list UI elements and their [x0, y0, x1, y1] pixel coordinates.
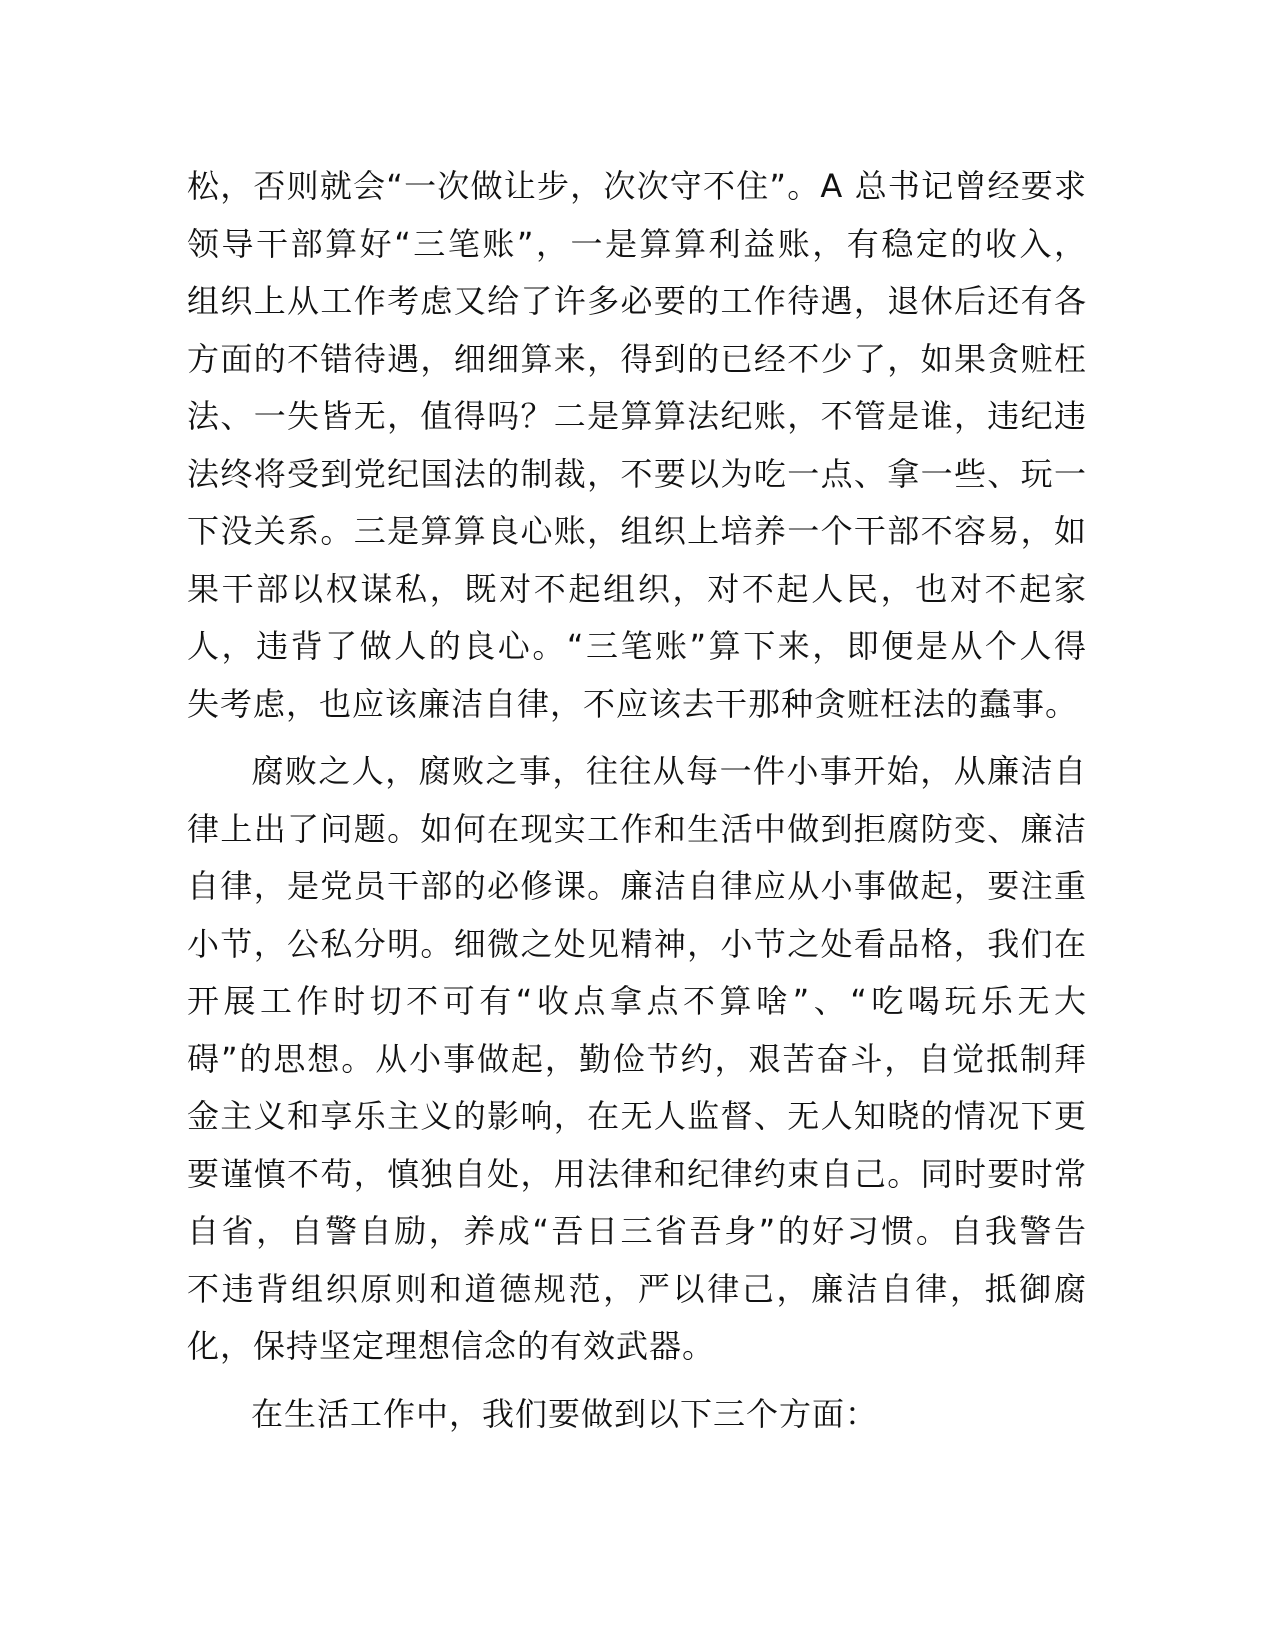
text-line: 金主义和享乐主义的影响，在无人监督、无人知晓的情况下更 — [187, 1097, 1087, 1135]
paragraph-2 — [187, 743, 1087, 1376]
text-line: 松，否则就会“一次做让步，次次守不住”。A 总书记曾经要求 — [187, 167, 1087, 205]
text-line: 下没关系。三是算算良心账，组织上培养一个干部不容易，如 — [187, 512, 1087, 550]
text-line: 方面的不错待遇，细细算来，得到的已经不少了，如果贪赃枉 — [187, 339, 1087, 378]
text-line-content: 在生活工作中，我们要做到以下三个方面： — [251, 1394, 879, 1433]
text-line: 不违背组织原则和道德规范，严以律己，廉洁自律，抵御腐 — [187, 1269, 1087, 1308]
text-line: 自省，自警自励，养成“吾日三省吾身”的好习惯。自我警告 — [187, 1212, 1087, 1250]
text-line-indented — [187, 743, 1087, 801]
text-line: 律上出了问题。如何在现实工作和生活中做到拒腐防变、廉洁 — [187, 809, 1087, 848]
text-line: 失考虑，也应该廉洁自律，不应该去干那种贪赃枉法的蠢事。 — [187, 684, 1079, 723]
text-line: 组织上从工作考虑又给了许多必要的工作待遇，退休后还有各 — [187, 282, 1087, 320]
text-line: 化，保持坚定理想信念的有效武器。 — [187, 1327, 716, 1365]
document-body — [187, 158, 1087, 1443]
text-line: 人，违背了做人的良心。“三笔账”算下来，即便是从个人得 — [187, 627, 1087, 665]
text-line: 法、一失皆无，值得吗？二是算算法纪账，不管是谁，违纪违 — [187, 397, 1087, 435]
text-line-content: 腐败之人，腐败之事，往往从每一件小事开始，从廉洁自 — [251, 752, 1087, 790]
text-line: 要谨慎不苟，慎独自处，用法律和纪律约束自己。同时要时常 — [187, 1154, 1087, 1193]
text-line: 开展工作时切不可有“收点拿点不算啥”、“吃喝玩乐无大 — [187, 982, 1087, 1020]
text-line: 法终将受到党纪国法的制裁，不要以为吃一点、拿一些、玩一 — [187, 454, 1087, 493]
paragraph-3 — [187, 1386, 1087, 1444]
text-line: 自律，是党员干部的必修课。廉洁自律应从小事做起，要注重 — [187, 867, 1087, 905]
paragraph-1 — [187, 158, 1087, 733]
text-line: 小节，公私分明。细微之处见精神，小节之处看品格，我们在 — [187, 924, 1087, 963]
text-line: 领导干部算好“三笔账”，一是算算利益账，有稳定的收入， — [187, 224, 1087, 263]
text-line: 碍”的思想。从小事做起，勤俭节约，艰苦奋斗，自觉抵制拜 — [187, 1039, 1087, 1078]
text-line-indented — [187, 1386, 1087, 1444]
text-line: 果干部以权谋私，既对不起组织，对不起人民，也对不起家 — [187, 569, 1087, 608]
